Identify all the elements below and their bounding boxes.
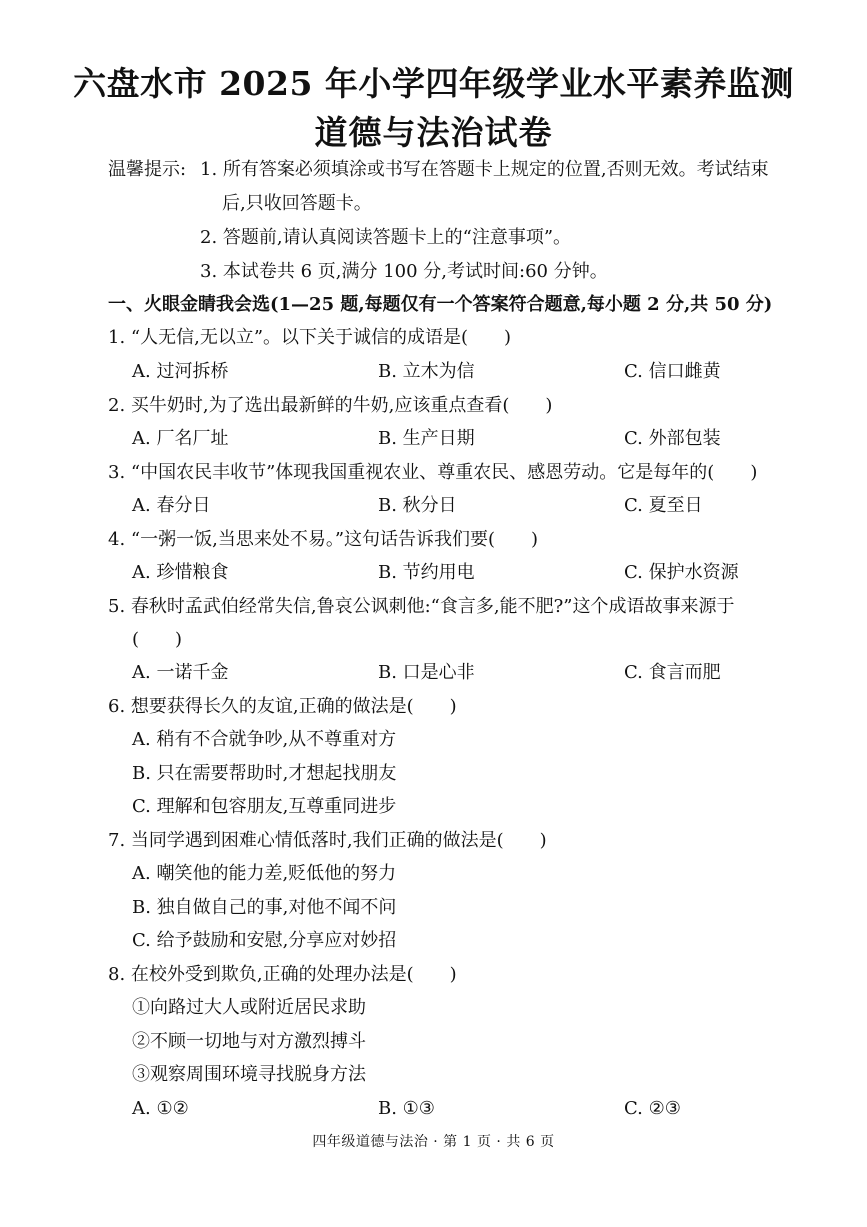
question-5-stem-cont: ( ) xyxy=(132,629,183,650)
question-8-statement-1: ①向路过大人或附近居民求助 xyxy=(132,997,366,1018)
question-3-option-c: C. 夏至日 xyxy=(624,495,703,516)
question-8-option-c: C. ②③ xyxy=(624,1098,681,1119)
question-4-option-a: A. 珍惜粮食 xyxy=(132,562,229,583)
question-6-option-c: C. 理解和包容朋友,互尊重同进步 xyxy=(132,796,397,817)
notice-label: 温馨提示: xyxy=(108,159,187,180)
notice-item-1: 1. 所有答案必须填涂或书写在答题卡上规定的位置,否则无效。考试结束 xyxy=(200,159,769,180)
question-6-option-a: A. 稍有不合就争吵,从不尊重对方 xyxy=(132,729,397,750)
question-1-option-b: B. 立木为信 xyxy=(378,361,475,382)
page-title: 六盘水市 2025 年小学四年级学业水平素养监测 xyxy=(73,64,794,103)
question-7-option-c: C. 给予鼓励和安慰,分享应对妙招 xyxy=(132,930,397,951)
notice-item-1-cont: 后,只收回答题卡。 xyxy=(222,193,372,214)
page-footer: 四年级道德与法治 · 第 1 页 · 共 6 页 xyxy=(312,1134,555,1150)
question-8-stem: 8. 在校外受到欺负,正确的处理办法是( ) xyxy=(108,964,457,985)
page-subtitle: 道德与法治试卷 xyxy=(314,113,553,152)
question-8-option-a: A. ①② xyxy=(132,1098,189,1119)
question-8-option-b: B. ①③ xyxy=(378,1098,435,1119)
question-2-stem: 2. 买牛奶时,为了选出最新鲜的牛奶,应该重点查看( ) xyxy=(108,395,553,416)
question-1-option-a: A. 过河拆桥 xyxy=(132,361,229,382)
question-7-stem: 7. 当同学遇到困难心情低落时,我们正确的做法是( ) xyxy=(108,830,547,851)
notice-item-2: 2. 答题前,请认真阅读答题卡上的“注意事项”。 xyxy=(200,227,572,248)
question-6-stem: 6. 想要获得长久的友谊,正确的做法是( ) xyxy=(108,696,457,717)
question-8-statement-3: ③观察周围环境寻找脱身方法 xyxy=(132,1064,366,1085)
question-3-option-b: B. 秋分日 xyxy=(378,495,457,516)
question-7-option-a: A. 嘲笑他的能力差,贬低他的努力 xyxy=(132,863,397,884)
question-1-option-c: C. 信口雌黄 xyxy=(624,361,721,382)
question-4-option-c: C. 保护水资源 xyxy=(624,562,739,583)
question-1-stem: 1. “人无信,无以立”。以下关于诚信的成语是( ) xyxy=(108,327,512,348)
question-4-stem: 4. “一粥一饭,当思来处不易。”这句话告诉我们要( ) xyxy=(108,529,539,550)
question-5-option-b: B. 口是心非 xyxy=(378,662,475,683)
question-2-option-b: B. 生产日期 xyxy=(378,428,475,449)
question-5-option-a: A. 一诺千金 xyxy=(132,662,229,683)
section-heading: 一、火眼金睛我会选(1—25 题,每题仅有一个答案符合题意,每小题 2 分,共 50 分) xyxy=(108,294,773,315)
question-6-option-b: B. 只在需要帮助时,才想起找朋友 xyxy=(132,763,397,784)
notice-item-3: 3. 本试卷共 6 页,满分 100 分,考试时间:60 分钟。 xyxy=(200,261,608,282)
question-3-stem: 3. “中国农民丰收节”体现我国重视农业、尊重农民、感恩劳动。它是每年的( ) xyxy=(108,462,758,483)
question-5-stem: 5. 春秋时孟武伯经常失信,鲁哀公讽刺他:“食言多,能不肥?”这个成语故事来源于 xyxy=(108,596,735,617)
question-3-option-a: A. 春分日 xyxy=(132,495,211,516)
question-2-option-a: A. 厂名厂址 xyxy=(132,428,229,449)
question-8-statement-2: ②不顾一切地与对方激烈搏斗 xyxy=(132,1031,366,1052)
question-2-option-c: C. 外部包装 xyxy=(624,428,721,449)
question-5-option-c: C. 食言而肥 xyxy=(624,662,721,683)
question-4-option-b: B. 节约用电 xyxy=(378,562,475,583)
question-7-option-b: B. 独自做自己的事,对他不闻不问 xyxy=(132,897,397,918)
